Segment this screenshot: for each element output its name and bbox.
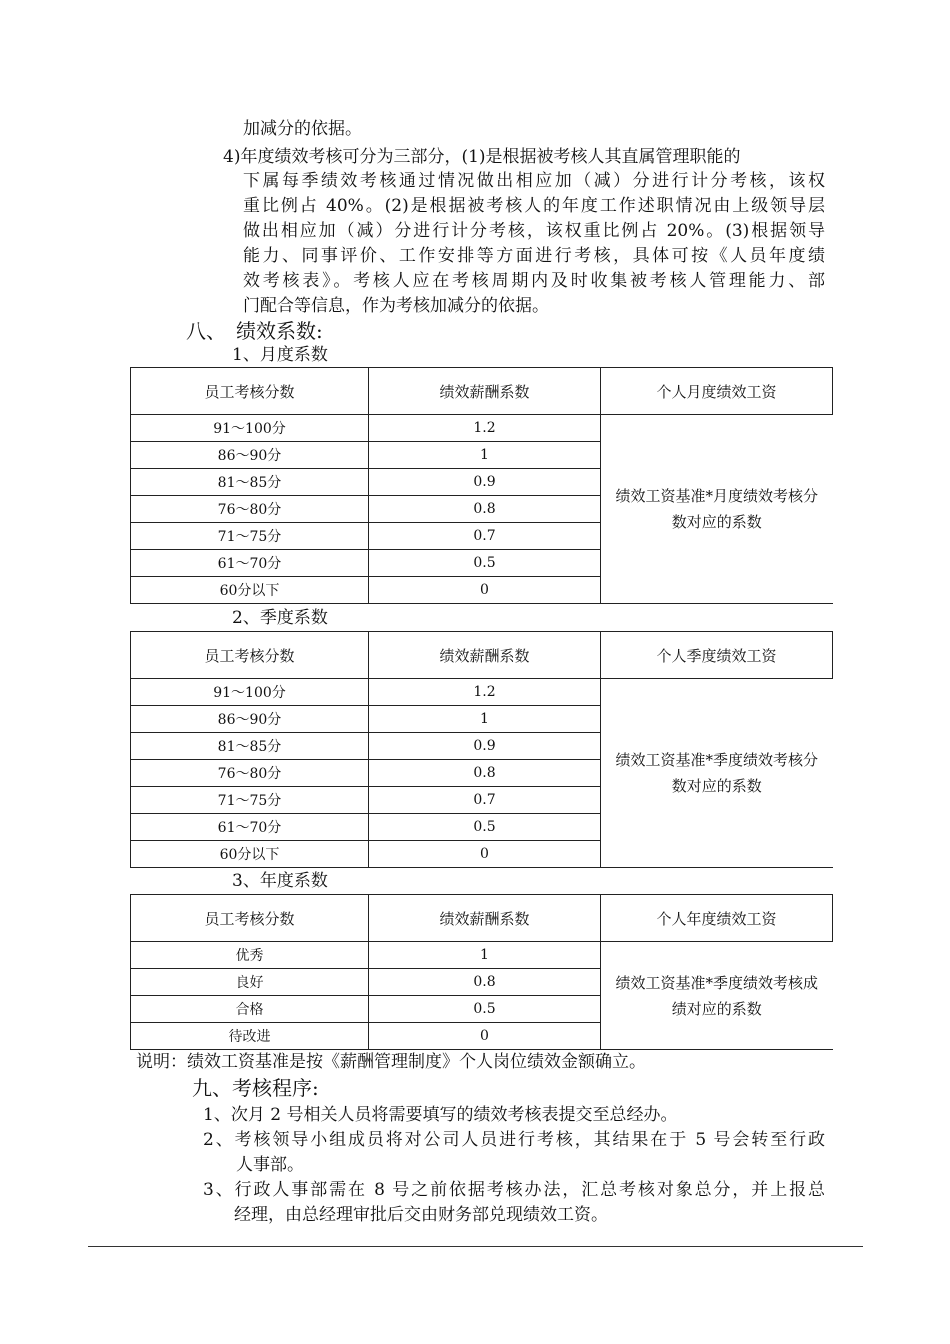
- coef-cell: 0.7: [369, 787, 601, 814]
- note-text: 说明：绩效工资基准是按《薪酬管理制度》个人岗位绩效金额确立。: [136, 1052, 646, 1072]
- monthly-title: 1、月度系数: [232, 345, 328, 365]
- procedure-item: 人事部。: [236, 1155, 304, 1175]
- header-cell: 个人年度绩效工资: [601, 895, 833, 942]
- table-header-row: [131, 895, 833, 942]
- annual-title: 3、年度系数: [232, 871, 328, 891]
- coef-cell: 0.8: [369, 496, 601, 523]
- formula-cell: [601, 415, 833, 604]
- header-cell: 员工考核分数: [131, 632, 369, 679]
- score-cell: 76～80分: [131, 496, 369, 523]
- score-cell: 61～70分: [131, 814, 369, 841]
- formula-line: 绩效工资基准*月度绩效考核分: [615, 487, 818, 505]
- header-cell: 绩效薪酬系数: [369, 895, 601, 942]
- item4-line: 能力、同事评价、工作安排等方面进行考核，具体可按《人员年度绩: [243, 246, 825, 266]
- score-cell: 71～75分: [131, 523, 369, 550]
- procedure-item: 1、次月 2 号相关人员将需要填写的绩效考核表提交至总经办。: [203, 1105, 678, 1125]
- item4-line: 门配合等信息，作为考核加减分的依据。: [243, 296, 549, 316]
- table-header-row: [131, 632, 833, 679]
- header-cell: 个人季度绩效工资: [601, 632, 833, 679]
- header-cell: 个人月度绩效工资: [601, 368, 833, 415]
- score-cell: 81～85分: [131, 733, 369, 760]
- table-header-row: [131, 368, 833, 415]
- formula-line: 绩效工资基准*季度绩效考核分: [615, 751, 818, 769]
- header-cell: 员工考核分数: [131, 895, 369, 942]
- score-cell: 81～85分: [131, 469, 369, 496]
- coef-cell: 1: [369, 442, 601, 469]
- coef-cell: 1: [369, 706, 601, 733]
- score-cell: 良好: [131, 969, 369, 996]
- score-cell: 86～90分: [131, 442, 369, 469]
- score-cell: 60分以下: [131, 841, 369, 868]
- coef-cell: 0.8: [369, 760, 601, 787]
- formula-line: 数对应的系数: [671, 777, 762, 795]
- score-cell: 待改进: [131, 1023, 369, 1050]
- table-row: [131, 942, 833, 969]
- formula-cell: [601, 942, 833, 1050]
- section-heading-9: 九、考核程序:: [192, 1076, 319, 1100]
- formula-line: 绩效工资基准*季度绩效考核成: [615, 973, 818, 992]
- coef-cell: 0.7: [369, 523, 601, 550]
- procedure-item: 经理，由总经理审批后交由财务部兑现绩效工资。: [234, 1205, 608, 1225]
- score-cell: 优秀: [131, 942, 369, 969]
- coef-cell: 0: [369, 577, 601, 604]
- coef-cell: 0.9: [369, 733, 601, 760]
- header-cell: 绩效薪酬系数: [369, 368, 601, 415]
- coef-cell: 0: [369, 841, 601, 868]
- section-heading-8: 八、 绩效系数:: [186, 319, 323, 343]
- score-cell: 61～70分: [131, 550, 369, 577]
- intro-line: 加减分的依据。: [243, 119, 362, 139]
- formula-cell: [601, 679, 833, 868]
- item4-line: 4)年度绩效考核可分为三部分，(1)是根据被考核人其直属管理职能的: [223, 147, 741, 167]
- score-cell: 71～75分: [131, 787, 369, 814]
- score-cell: 合格: [131, 996, 369, 1023]
- table-row: [131, 679, 833, 706]
- score-cell: 86～90分: [131, 706, 369, 733]
- formula-line: 数对应的系数: [671, 513, 762, 531]
- score-cell: 91～100分: [131, 415, 369, 442]
- score-cell: 60分以下: [131, 577, 369, 604]
- monthly-table: [130, 367, 833, 604]
- procedure-item: 3、行政人事部需在 8 号之前依据考核办法，汇总考核对象总分，并上报总: [203, 1180, 825, 1200]
- item4-line: 下属每季绩效考核通过情况做出相应加（减）分进行计分考核，该权: [243, 171, 825, 191]
- header-cell: 绩效薪酬系数: [369, 632, 601, 679]
- coef-cell: 0.5: [369, 996, 601, 1023]
- score-cell: 91～100分: [131, 679, 369, 706]
- procedure-item: 2、考核领导小组成员将对公司人员进行考核，其结果在于 5 号会转至行政: [203, 1130, 825, 1150]
- coef-cell: 0.8: [369, 969, 601, 996]
- coef-cell: 0.5: [369, 550, 601, 577]
- footer-divider: [88, 1246, 863, 1247]
- table-row: [131, 415, 833, 442]
- formula-line: 绩对应的系数: [671, 999, 762, 1018]
- header-cell: 员工考核分数: [131, 368, 369, 415]
- coef-cell: 0.5: [369, 814, 601, 841]
- score-cell: 76～80分: [131, 760, 369, 787]
- coef-cell: 1.2: [369, 679, 601, 706]
- item4-line: 重比例占 40%。(2)是根据被考核人的年度工作述职情况由上级领导层: [243, 196, 825, 216]
- coef-cell: 1: [369, 942, 601, 969]
- item4-line: 做出相应加（减）分进行计分考核，该权重比例占 20%。(3)根据领导: [243, 221, 825, 241]
- coef-cell: 1.2: [369, 415, 601, 442]
- item4-line: 效考核表》。考核人应在考核周期内及时收集被考核人管理能力、部: [243, 271, 825, 291]
- quarterly-table: [130, 631, 833, 868]
- annual-table: [130, 894, 833, 1050]
- quarterly-title: 2、季度系数: [232, 608, 328, 628]
- coef-cell: 0: [369, 1023, 601, 1050]
- coef-cell: 0.9: [369, 469, 601, 496]
